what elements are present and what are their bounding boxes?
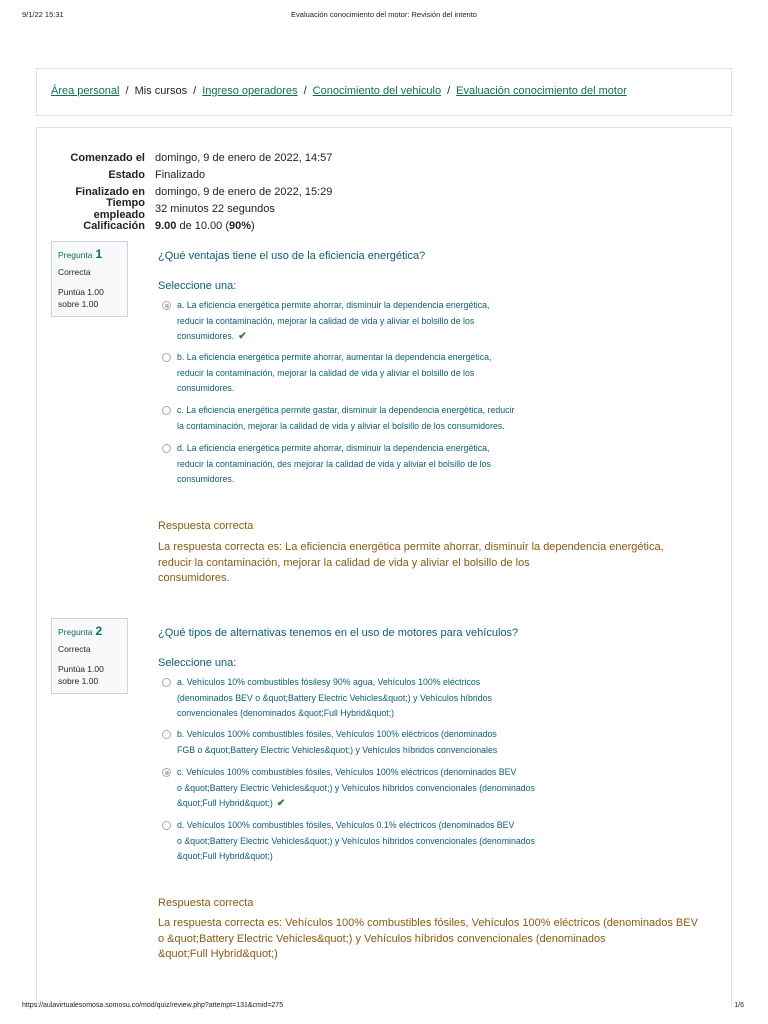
answer-option-text: [177, 818, 535, 865]
option-line: consumidores.: [177, 474, 235, 485]
option-line: FGB o &quot;Battery Electric Vehicles&quot;) y Vehículos híbridos convencionales: [177, 744, 498, 755]
answer-option-2b[interactable]: [162, 727, 497, 758]
option-line: convencionales (denominados &quot;Full Hybrid&quot;): [177, 708, 395, 719]
breadcrumb-item-mis-cursos: Mis cursos: [134, 85, 188, 97]
answer-option-text: [177, 675, 492, 722]
question-grade: [58, 286, 122, 310]
grade-score: 9.00: [155, 219, 177, 232]
breadcrumb-separator: /: [447, 85, 451, 97]
question-info-2: [51, 618, 128, 694]
answer-option-1c[interactable]: [162, 403, 514, 434]
summary-value: Finalizado: [155, 168, 206, 181]
print-footer: [0, 1002, 768, 1014]
correct-answer-feedback-2: [158, 916, 698, 963]
answer-option-1b[interactable]: [162, 350, 491, 397]
check-icon: ✔: [238, 331, 247, 343]
question-state: Correcta: [58, 267, 91, 277]
option-line: a. Vehículos 10% combustibles fósilesy 90% agua, Vehículos 100% eléctricos: [177, 677, 481, 687]
print-title: Evaluación conocimiento del motor: Revisión del intento: [291, 10, 477, 19]
print-url: https://aulavirtualesomosa.somosu.co/mod/quiz/review.php?attempt=131&cmid=275: [22, 1002, 284, 1009]
option-line: c. La eficiencia energética permite gastar, disminuir la dependencia energética, reducir: [177, 405, 515, 415]
breadcrumb-separator: /: [303, 85, 307, 97]
question-label: Pregunta: [58, 627, 93, 637]
answer-option-1d[interactable]: [162, 441, 491, 488]
answer-option-2a[interactable]: [162, 675, 492, 722]
summary-label: Finalizado en: [75, 185, 145, 198]
answer-option-text: [177, 765, 535, 812]
breadcrumb-link-conocimiento-vehiculo[interactable]: Conocimiento del vehiculo: [312, 85, 442, 97]
radio-button-selected[interactable]: [162, 768, 171, 777]
question-number-line: [58, 624, 122, 638]
breadcrumb-separator: /: [125, 85, 129, 97]
option-line: o &quot;Battery Electric Vehicles&quot;) y Vehículos híbridos convencionales (denominados: [177, 782, 535, 793]
summary-value: domingo, 9 de enero de 2022, 15:29: [155, 185, 333, 198]
radio-button[interactable]: [162, 444, 171, 453]
option-line: &quot;Full Hybrid&quot;): [177, 798, 273, 809]
question-state: Correcta: [58, 644, 91, 654]
question-info-1: [51, 241, 128, 317]
question-max-score: sobre 1.00: [58, 676, 99, 686]
summary-label: Comenzado el: [70, 151, 145, 164]
question-number: 1: [95, 247, 103, 261]
option-line: &quot;Full Hybrid&quot;): [177, 851, 273, 862]
answer-option-1a[interactable]: [162, 298, 489, 345]
breadcrumb-container: [36, 68, 732, 116]
feedback-line: La respuesta correcta es: La eficiencia energética permite ahorrar, disminuir la dependencia energética,: [158, 541, 664, 553]
feedback-line: o &quot;Battery Electric Vehicles&quot;) y Vehículos híbridos convencionales (denominados: [158, 932, 606, 945]
option-line: reducir la contaminación, des mejorar la calidad de vida y aliviar el bolsillo de los: [177, 458, 491, 469]
radio-button[interactable]: [162, 406, 171, 415]
grade-percent: 90%: [229, 219, 252, 232]
option-line: d. Vehículos 100% combustibles fósiles, Vehículos 0.1% eléctricos (denominados BEV: [177, 820, 515, 830]
breadcrumb-link-area-personal[interactable]: Área personal: [51, 85, 120, 97]
answer-option-text: [177, 298, 489, 345]
question-grade: [58, 663, 122, 687]
answer-option-text: [177, 727, 497, 758]
summary-value: 32 minutos 22 segundos: [155, 202, 275, 215]
summary-label: Calificación: [83, 219, 145, 232]
option-line: c. Vehículos 100% combustibles fósiles, Vehículos 100% eléctricos (denominados BEV: [177, 767, 517, 777]
question-score: Puntúa 1.00: [58, 287, 104, 297]
feedback-title-2: Respuesta correcta: [158, 897, 254, 909]
option-line: d. La eficiencia energética permite ahorrar, disminuir la dependencia energética,: [177, 443, 490, 453]
summary-row-grade: [60, 217, 332, 234]
check-icon: ✔: [276, 798, 286, 810]
option-line: consumidores.: [177, 383, 235, 394]
select-one-label: Seleccione una:: [158, 657, 237, 669]
feedback-line: &quot;Full Hybrid&quot;): [158, 948, 278, 961]
answer-option-2d[interactable]: [162, 818, 535, 865]
option-line: (denominados BEV o &quot;Battery Electric Vehicles&quot;) y Vehículos híbridos: [177, 692, 492, 703]
answer-option-2c[interactable]: [162, 765, 535, 812]
feedback-line: La respuesta correcta es: Vehículos 100% combustibles fósiles, Vehículos 100% eléctricos (denominados BEV: [158, 917, 698, 929]
option-line: b. Vehículos 100% combustibles fósiles, Vehículos 100% eléctricos (denominados: [177, 729, 497, 739]
radio-button[interactable]: [162, 353, 171, 362]
option-line: b. La eficiencia energética permite ahorrar, aumentar la dependencia energética,: [177, 352, 492, 362]
feedback-line: consumidores.: [158, 572, 230, 585]
attempt-summary: [60, 149, 332, 234]
radio-button[interactable]: [162, 821, 171, 830]
breadcrumb-link-ingreso-operadores[interactable]: Ingreso operadores: [202, 85, 298, 97]
summary-row-time-taken: [60, 196, 332, 221]
grade-out-of: de 10.00 (: [176, 219, 230, 232]
summary-value: domingo, 9 de enero de 2022, 14:57: [155, 151, 333, 164]
answer-option-text: [177, 350, 491, 397]
summary-label: Estado: [108, 168, 145, 181]
feedback-line: reducir la contaminación, mejorar la calidad de vida y aliviar el bolsillo de los: [158, 556, 530, 569]
print-date: 9/1/22 15:31: [22, 10, 64, 19]
feedback-title-1: Respuesta correcta: [158, 520, 254, 532]
question-label: Pregunta: [58, 250, 93, 260]
question-text-2: ¿Qué tipos de alternativas tenemos en el uso de motores para vehículos?: [158, 627, 519, 639]
breadcrumb-link-evaluacion[interactable]: Evaluación conocimiento del motor: [456, 85, 627, 97]
breadcrumb-separator: /: [193, 85, 197, 97]
summary-label: Tiempo empleado: [93, 196, 145, 221]
option-line: reducir la contaminación, mejorar la calidad de vida y aliviar el bolsillo de los: [177, 315, 475, 326]
option-line: reducir la contaminación, mejorar la calidad de vida y aliviar el bolsillo de los: [177, 367, 475, 378]
option-line: o &quot;Battery Electric Vehicles&quot;) y Vehículos híbridos convencionales (denominados: [177, 835, 535, 846]
question-max-score: sobre 1.00: [58, 299, 99, 309]
answer-option-text: [177, 403, 514, 434]
question-number-line: [58, 247, 122, 261]
question-number: 2: [95, 624, 103, 638]
question-score: Puntúa 1.00: [58, 664, 104, 674]
option-line: consumidores.: [177, 331, 235, 342]
radio-button-selected[interactable]: [162, 301, 171, 310]
grade-close: ): [251, 219, 255, 232]
radio-button[interactable]: [162, 730, 171, 739]
select-one-label: Seleccione una:: [158, 280, 237, 292]
answer-option-text: [177, 441, 491, 488]
option-line: a. La eficiencia energética permite ahorrar, disminuir la dependencia energética,: [177, 300, 490, 310]
print-header: [0, 10, 768, 22]
summary-row-started: [60, 149, 332, 166]
question-text-1: ¿Qué ventajas tiene el uso de la eficiencia energética?: [158, 250, 426, 262]
option-line: la contaminación, mejorar la calidad de vida y aliviar el bolsillo de los consumidores.: [177, 420, 505, 431]
correct-answer-feedback-1: [158, 540, 664, 587]
summary-grade-value: [155, 220, 255, 232]
summary-row-state: [60, 166, 332, 183]
radio-button[interactable]: [162, 678, 171, 687]
print-page-number: 1/6: [734, 1002, 744, 1009]
breadcrumb: [51, 85, 627, 97]
